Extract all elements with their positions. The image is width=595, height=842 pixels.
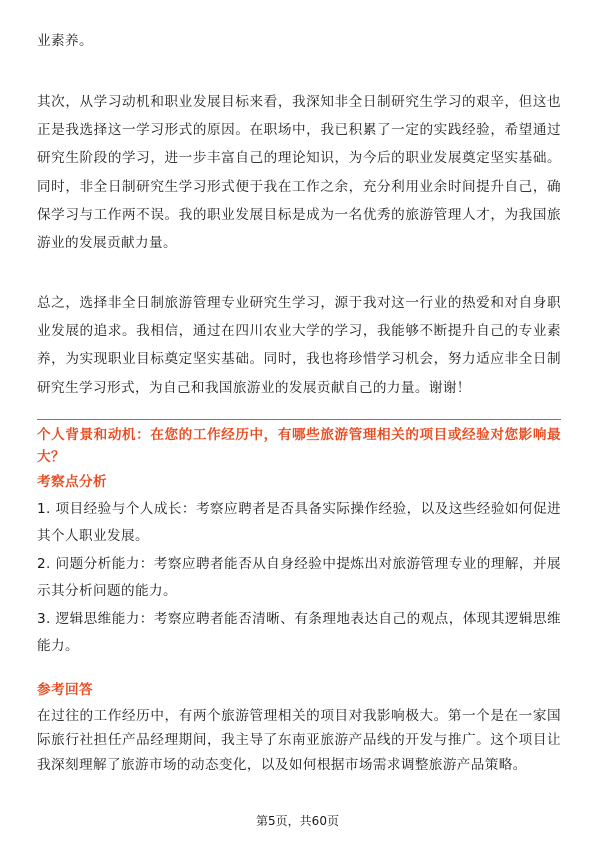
section-divider [37, 419, 561, 420]
list-item: 1. 项目经验与个人成长：考察应聘者是否具备实际操作经验，以及这些经验如何促进其个人职业发展。 [37, 501, 561, 545]
analysis-list [37, 496, 561, 660]
answer-section [37, 704, 561, 777]
paragraph-continuation: 业素养。 [37, 33, 93, 49]
paragraph-motivation: 其次，从学习动机和职业发展目标来看，我深知非全日制研究生学习的艰辛，但这也正是我选择这一学习形式的原因。在职场中，我已积累了一定的实践经验，希望通过研究生阶段的学习，进一步丰富自己的理论知识，为今后的职业发展奠定坚实基础。同时，非全日制研究生学习形式便于我在工作之余，充分利用业余时间提升自己，确保学习与工作两不误。我的职业发展目标是成为一名优秀的旅游管理人才，为我国旅游业的发展贡献力量。 [37, 94, 561, 252]
list-item: 3. 逻辑思维能力：考察应聘者能否清晰、有条理地表达自己的观点，体现其逻辑思维能力。 [37, 610, 561, 655]
paragraph-conclusion: 总之，选择非全日制旅游管理专业研究生学习，源于我对这一行业的热爱和对自身职业发展的追求。我相信，通过在四川农业大学的学习，我能够不断提升自己的专业素养，为实现职业目标奠定坚实基础。同时，我也将珍惜学习机会，努力适应非全日制研究生学习形式，为自己和我国旅游业的发展贡献自己的力量。谢谢！ [37, 295, 561, 396]
question-heading: 个人背景和动机：在您的工作经历中，有哪些旅游管理相关的项目或经验对您影响最大？ [37, 427, 561, 465]
list-item: 2. 问题分析能力：考察应聘者能否从自身经验中提炼出对旅游管理专业的理解，并展示其分析问题的能力。 [37, 555, 561, 600]
analysis-heading: 考察点分析 [37, 474, 107, 490]
page-number: 第5页，共60页 [256, 814, 339, 828]
answer-text: 在过往的工作经历中，有两个旅游管理相关的项目对我影响极大。第一个是在一家国际旅行社担任产品经理期间，我主导了东南亚旅游产品线的开发与推广。这个项目让我深刻理解了旅游市场的动态变化，以及如何根据市场需求调整旅游产品策略。 [37, 708, 561, 773]
answer-heading: 参考回答 [37, 682, 93, 698]
